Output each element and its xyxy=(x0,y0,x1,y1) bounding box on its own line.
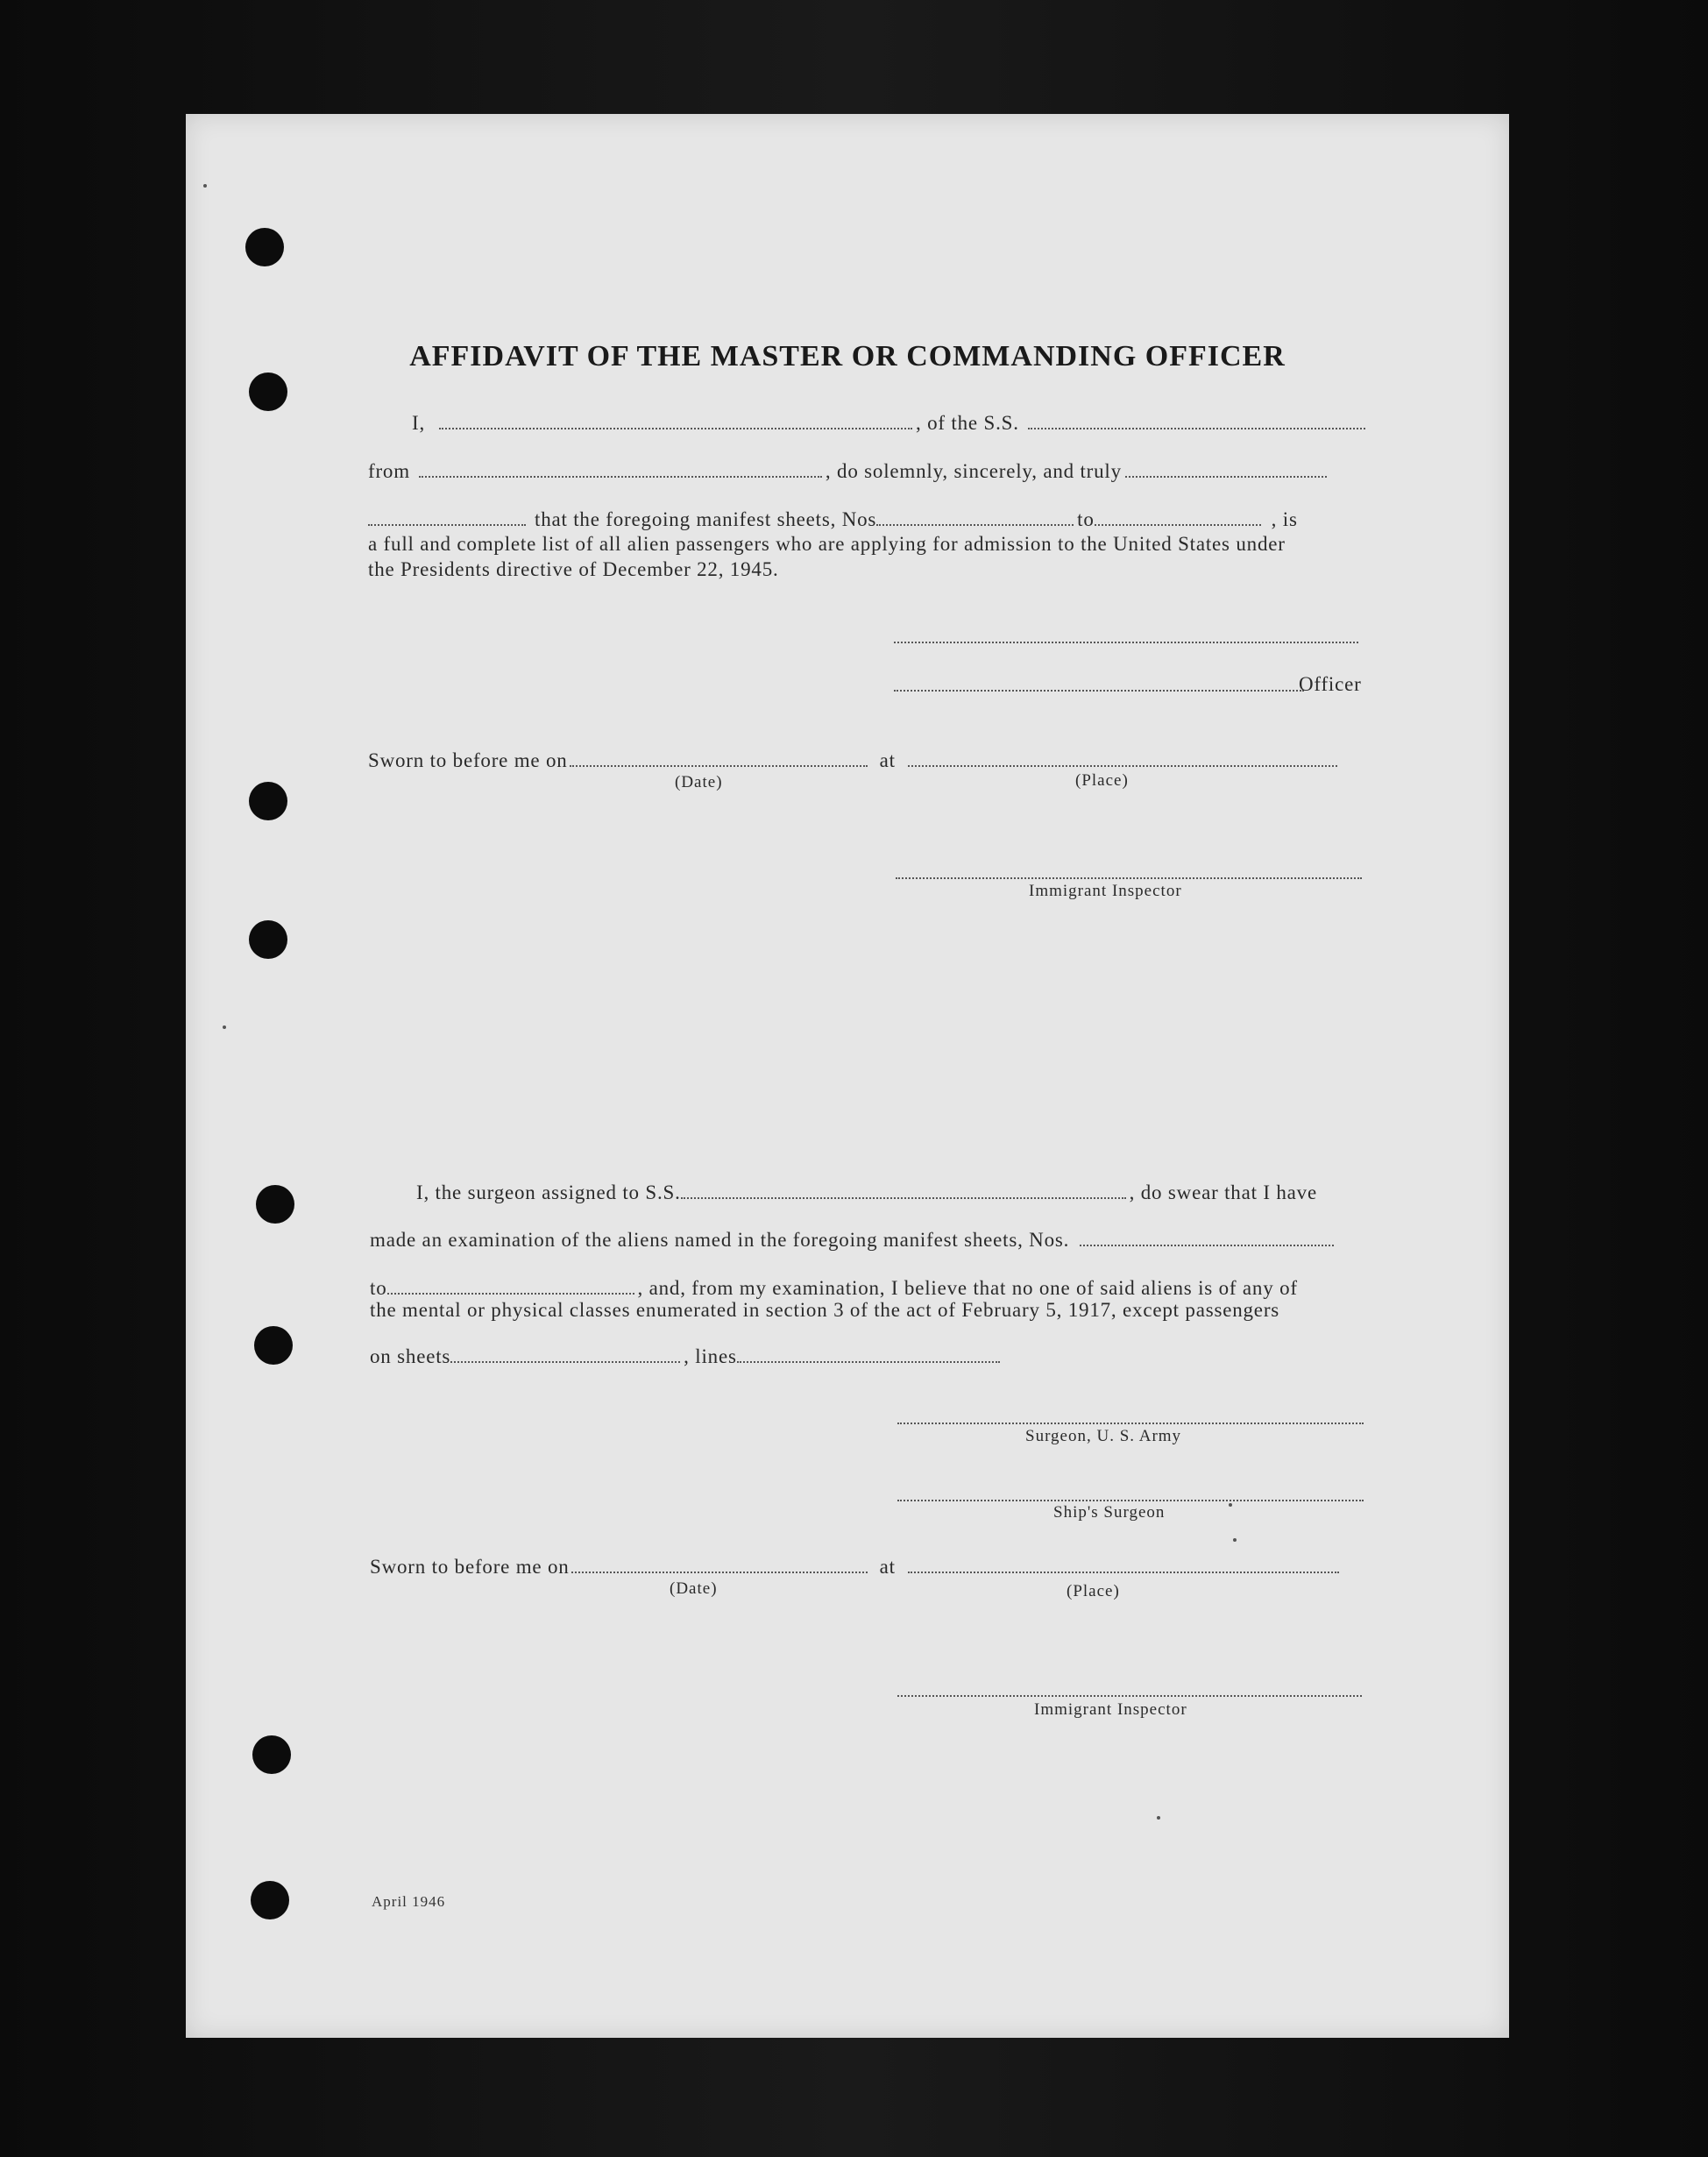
sworn-place-field[interactable] xyxy=(908,764,1337,767)
sworn-label: Sworn to before me on xyxy=(368,749,568,771)
ships-surgeon-signature-line[interactable] xyxy=(897,1499,1364,1501)
except-sheets-field[interactable] xyxy=(450,1360,680,1363)
sheets-from-field[interactable] xyxy=(876,523,1074,526)
officer-signature-line-2[interactable] xyxy=(894,689,1304,692)
army-surgeon-caption: Surgeon, U. S. Army xyxy=(1025,1427,1182,1445)
master-name-field[interactable] xyxy=(439,427,912,429)
date-caption: (Date) xyxy=(675,773,723,791)
belief-label: , and, from my examination, I believe that no one of said aliens is of any of xyxy=(637,1277,1298,1299)
surgeon-sworn-label: Sworn to before me on xyxy=(370,1556,570,1578)
examination-label: made an examination of the aliens named in the foregoing manifest sheets, Nos. xyxy=(370,1229,1070,1251)
place-caption: (Place) xyxy=(1075,771,1129,790)
surgeon-inspector-signature-line[interactable] xyxy=(897,1694,1362,1697)
punch-hole xyxy=(249,782,287,820)
surgeon-sheets-from-field[interactable] xyxy=(1080,1244,1334,1246)
master-line-4: a full and complete list of all alien passengers who are applying for admission to the United States under xyxy=(368,533,1286,555)
form-revision-date: April 1946 xyxy=(372,1893,446,1910)
at-label: at xyxy=(879,749,896,771)
surgeon-line-2 xyxy=(370,1229,1337,1252)
ships-surgeon-caption: Ship's Surgeon xyxy=(1053,1503,1166,1522)
surgeon-line-1 xyxy=(416,1181,1317,1204)
scan-speck xyxy=(223,1025,226,1029)
solemnly-label: , do solemnly, sincerely, and truly xyxy=(825,460,1122,482)
from-label: from xyxy=(368,460,410,482)
do-swear-label: , do swear that I have xyxy=(1129,1181,1317,1203)
officer-label: Officer xyxy=(1299,673,1362,695)
sworn-date-field[interactable] xyxy=(570,764,868,767)
surgeon-sworn-place-field[interactable] xyxy=(908,1571,1339,1573)
i-label: I, xyxy=(412,412,426,434)
punch-hole xyxy=(249,920,287,959)
of-the-ss-label: , of the S.S. xyxy=(916,412,1019,434)
army-surgeon-signature-line[interactable] xyxy=(897,1422,1364,1424)
master-line-2 xyxy=(368,460,1330,483)
oath-verb-field[interactable] xyxy=(368,523,526,526)
oath-type-field[interactable] xyxy=(1125,475,1327,478)
surgeon-place-caption: (Place) xyxy=(1067,1582,1120,1600)
scan-speck xyxy=(1229,1503,1232,1507)
scan-speck xyxy=(1157,1816,1160,1820)
surgeon-to-label: to xyxy=(370,1277,387,1299)
on-sheets-label: on sheets xyxy=(370,1345,451,1367)
surgeon-sworn-date-field[interactable] xyxy=(571,1571,868,1573)
from-port-field[interactable] xyxy=(419,475,822,478)
master-line-3 xyxy=(368,508,1298,531)
punch-hole xyxy=(251,1881,289,1919)
punch-hole xyxy=(252,1735,291,1774)
scan-speck xyxy=(203,184,207,188)
foregoing-sheets-label: that the foregoing manifest sheets, Nos xyxy=(535,508,877,530)
is-label: , is xyxy=(1271,508,1298,530)
surgeon-ship-field[interactable] xyxy=(681,1196,1126,1199)
master-sworn-line xyxy=(368,749,1341,772)
punch-hole xyxy=(245,228,284,266)
surgeon-inspector-caption: Immigrant Inspector xyxy=(1034,1700,1187,1719)
surgeon-line-4: the mental or physical classes enumerated in section 3 of the act of February 5, 1917, except passengers xyxy=(370,1299,1280,1321)
surgeon-sheets-to-field[interactable] xyxy=(387,1292,634,1295)
inspector-signature-line[interactable] xyxy=(896,876,1362,879)
sheets-to-field[interactable] xyxy=(1095,523,1261,526)
inspector-caption: Immigrant Inspector xyxy=(1029,882,1182,900)
ship-name-field[interactable] xyxy=(1028,427,1365,429)
punch-hole xyxy=(256,1185,294,1224)
scan-speck xyxy=(1233,1538,1237,1542)
surgeon-line-3 xyxy=(370,1277,1298,1300)
surgeon-sworn-line xyxy=(370,1556,1343,1579)
officer-signature-line-1[interactable] xyxy=(894,641,1358,643)
punch-hole xyxy=(254,1326,293,1365)
except-lines-field[interactable] xyxy=(737,1360,1000,1363)
master-line-1 xyxy=(412,412,1369,435)
surgeon-at-label: at xyxy=(879,1556,896,1578)
punch-hole xyxy=(249,373,287,411)
to-label: to xyxy=(1077,508,1095,530)
form-title: AFFIDAVIT OF THE MASTER OR COMMANDING OFFICER xyxy=(409,340,1286,373)
master-line-5: the Presidents directive of December 22, 1945. xyxy=(368,558,779,580)
form-page xyxy=(186,114,1509,2038)
surgeon-date-caption: (Date) xyxy=(670,1579,718,1598)
surgeon-assigned-label: I, the surgeon assigned to S.S. xyxy=(416,1181,681,1203)
surgeon-line-5 xyxy=(370,1345,1003,1368)
lines-label: , lines xyxy=(684,1345,737,1367)
